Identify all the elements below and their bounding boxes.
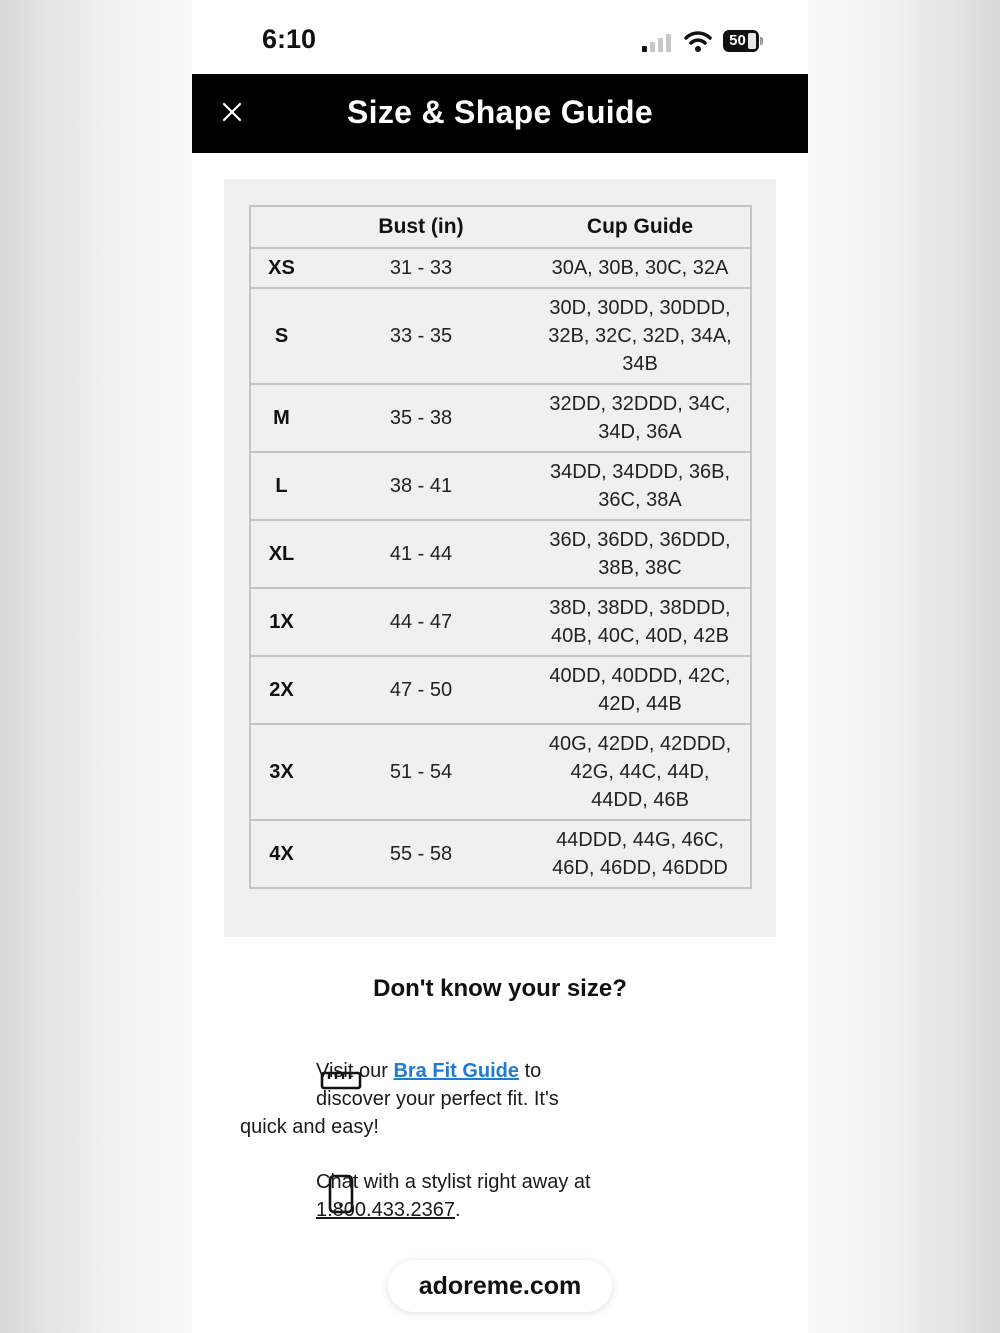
wifi-icon <box>684 29 712 53</box>
bust-cell: 55 - 58 <box>312 820 530 888</box>
size-cell: XS <box>250 248 312 288</box>
table-row <box>250 656 751 724</box>
phone-screen <box>192 0 808 1333</box>
cup-line: 30A, 30B, 30C, 32A <box>551 257 729 279</box>
size-table-panel <box>224 179 776 937</box>
cup-line: 34D, 36A <box>598 421 682 443</box>
cup-cell <box>530 248 751 288</box>
size-table-body <box>250 248 751 888</box>
cup-line: 34DD, 34DDD, 36B, <box>549 461 731 483</box>
table-row <box>250 288 751 384</box>
column-header-cup: Cup Guide <box>530 206 751 248</box>
table-row <box>250 384 751 452</box>
cup-cell <box>530 656 751 724</box>
column-header-size <box>250 206 312 248</box>
cup-cell <box>530 384 751 452</box>
bust-cell: 33 - 35 <box>312 288 530 384</box>
table-row <box>250 724 751 820</box>
table-row <box>250 452 751 520</box>
fit-guide-prefix: Visit our <box>316 1060 394 1082</box>
table-row <box>250 820 751 888</box>
cup-line: 38B, 38C <box>598 557 682 579</box>
table-row <box>250 588 751 656</box>
size-cell: 3X <box>250 724 312 820</box>
cup-line: 32DD, 32DDD, 34C, <box>549 393 731 415</box>
cup-cell <box>530 724 751 820</box>
size-cell: 2X <box>250 656 312 724</box>
table-header-row <box>250 206 751 248</box>
page-title: Size & Shape Guide <box>347 94 653 130</box>
cup-line: 40DD, 40DDD, 42C, <box>549 665 731 687</box>
cup-line: 32B, 32C, 32D, 34A, <box>548 325 732 347</box>
cup-cell <box>530 588 751 656</box>
bust-cell: 38 - 41 <box>312 452 530 520</box>
battery-icon: 50 <box>723 30 759 52</box>
help-heading: Don't know your size? <box>373 975 627 1002</box>
size-cell: M <box>250 384 312 452</box>
size-cell: 4X <box>250 820 312 888</box>
table-row <box>250 520 751 588</box>
fit-guide-tail: quick and easy! <box>240 1116 379 1138</box>
cup-line: 46D, 46DD, 46DDD <box>552 857 728 879</box>
signal-icon <box>642 32 672 52</box>
bust-cell: 44 - 47 <box>312 588 530 656</box>
modal-header <box>192 74 808 153</box>
cup-line: 38D, 38DD, 38DDD, <box>549 597 731 619</box>
fit-guide-text <box>240 1057 616 1138</box>
stylist-text-label: Chat with a stylist right away at <box>316 1171 591 1193</box>
status-time: 6:10 <box>262 24 317 54</box>
cup-line: 44DD, 46B <box>591 789 689 811</box>
browser-url-bar[interactable]: adoreme.com <box>388 1260 612 1312</box>
size-cell: S <box>250 288 312 384</box>
bust-cell: 31 - 33 <box>312 248 530 288</box>
bust-cell: 41 - 44 <box>312 520 530 588</box>
size-cell: L <box>250 452 312 520</box>
cup-cell <box>530 452 751 520</box>
cup-line: 42G, 44C, 44D, <box>570 761 710 783</box>
column-header-bust: Bust (in) <box>312 206 530 248</box>
cup-line: 40B, 40C, 40D, 42B <box>551 625 729 647</box>
cup-line: 36C, 38A <box>598 489 682 511</box>
table-row <box>250 248 751 288</box>
cup-line: 40G, 42DD, 42DDD, <box>548 733 732 755</box>
cup-cell <box>530 520 751 588</box>
phone-number-link[interactable]: 1.800.433.2367 <box>316 1199 456 1221</box>
cup-line: 30D, 30DD, 30DDD, <box>549 297 731 319</box>
size-cell: XL <box>250 520 312 588</box>
fit-guide-suffix: to discover your perfect fit. It's <box>316 1060 559 1110</box>
cup-line: 36D, 36DD, 36DDD, <box>549 529 731 551</box>
bust-cell: 51 - 54 <box>312 724 530 820</box>
bust-cell: 47 - 50 <box>312 656 530 724</box>
cup-line: 44DDD, 44G, 46C, <box>556 829 724 851</box>
cup-cell <box>530 820 751 888</box>
cup-line: 34B <box>622 353 658 375</box>
cup-cell <box>530 288 751 384</box>
bra-fit-guide-link[interactable]: Bra Fit Guide <box>393 1060 520 1082</box>
cup-line: 42D, 44B <box>598 693 682 715</box>
stylist-text-end: . <box>455 1199 461 1221</box>
size-cell: 1X <box>250 588 312 656</box>
stylist-text <box>316 1168 636 1224</box>
size-table <box>249 205 752 889</box>
bust-cell: 35 - 38 <box>312 384 530 452</box>
battery-cap <box>760 37 763 45</box>
